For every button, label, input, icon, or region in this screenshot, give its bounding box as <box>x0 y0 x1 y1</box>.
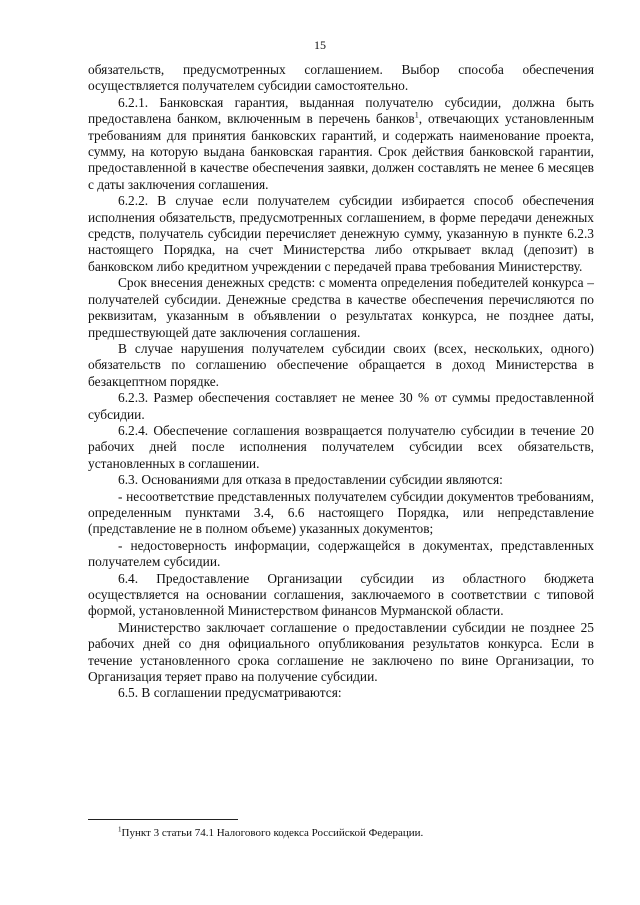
page-number: 15 <box>314 38 326 52</box>
list-item-inaccuracy: - недостоверность информации, содержащейся в документах, представленных получателем субсидии. <box>88 537 594 570</box>
paragraph-6-2-1 <box>88 95 594 193</box>
paragraph-6-2-1-text-start: 6.2.1. Банковская гарантия, выданная получателю субсидии, должна быть предоставлена банком, включенным в перечень банков <box>88 94 594 127</box>
paragraph-6-2-3: 6.2.3. Размер обеспечения составляет не менее 30 % от суммы предоставленной субсидии. <box>88 390 594 422</box>
paragraph-agreement-term: Министерство заключает соглашение о предоставлении субсидии не позднее 25 рабочих дней со дня официального опубликования результатов конкурса. Если в течение установленного срока соглашение не заключено по вине Организации, то Организация теряет право на получение субсидии. <box>88 619 594 685</box>
list-item-non-compliance: - несоответствие представленных получателем субсидии документов требованиям, определенным пунктами 3.4, 6.6 настоящего Порядка, или непредставление (представление не в полном объеме) указанных документов; <box>88 488 594 537</box>
paragraph-6-3: 6.3. Основаниями для отказа в предоставлении субсидии являются: <box>118 472 503 488</box>
paragraph-6-2-2: 6.2.2. В случае если получателем субсидии избирается способ обеспечения исполнения обязательств, предусмотренных соглашением, в форме передачи денежных средств, получатель субсидии перечисляет денежную сумму, указанную в пункте 6.2.3 настоящего Порядка, на счет Министерства либо открывает вклад (депозит) в банковском либо кредитном учреждении с передачей права требования Министерству. <box>88 193 594 274</box>
paragraph-deposit-term: Срок внесения денежных средств: с момента определения победителей конкурса – получателей субсидии. Денежные средства в качестве обеспечения перечисляются по реквизитам, указанным в объявлении о результатах конкурса, не позднее даты, предшествующей дате заключения соглашения. <box>88 275 594 340</box>
footnote-text: Пункт 3 статьи 74.1 Налогового кодекса Российской Федерации. <box>121 827 424 839</box>
footnote-reference[interactable]: 1 <box>414 110 419 120</box>
footnote-marker: 1 <box>118 825 122 834</box>
paragraph-6-5: 6.5. В соглашении предусматриваются: <box>118 685 342 701</box>
footnote <box>118 826 598 840</box>
paragraph-6-2-4: 6.2.4. Обеспечение соглашения возвращается получателю субсидии в течение 20 рабочих дней после исполнения получателем субсидии всех обязательств, установленных в соглашении. <box>88 422 594 471</box>
footnote-divider <box>88 819 238 820</box>
paragraph-6-4: 6.4. Предоставление Организации субсидии из областного бюджета осуществляется на основании соглашения, заключаемого в соответствии с типовой формой, установленной Министерством финансов Мурманской области. <box>88 570 594 619</box>
paragraph-6-2-1-text-end: , отвечающих установленным требованиям для принятия банковских гарантий, и содержать наименование проекта, сумму, на которую выдана банковская гарантия. Срок действия банковской гарантии, предоставленной в качестве обеспечения заявки, должен составлять не менее 6 месяцев с даты заключения соглашения. <box>88 111 594 192</box>
document-body <box>88 62 594 702</box>
paragraph-continuation: обязательств, предусмотренных соглашением. Выбор способа обеспечения осуществляется получателем субсидии самостоятельно. <box>88 62 594 94</box>
paragraph-violation: В случае нарушения получателем субсидии своих (всех, нескольких, одного) обязательств по соглашению обеспечение обращается в доход Министерства в безакцептном порядке. <box>88 340 594 389</box>
